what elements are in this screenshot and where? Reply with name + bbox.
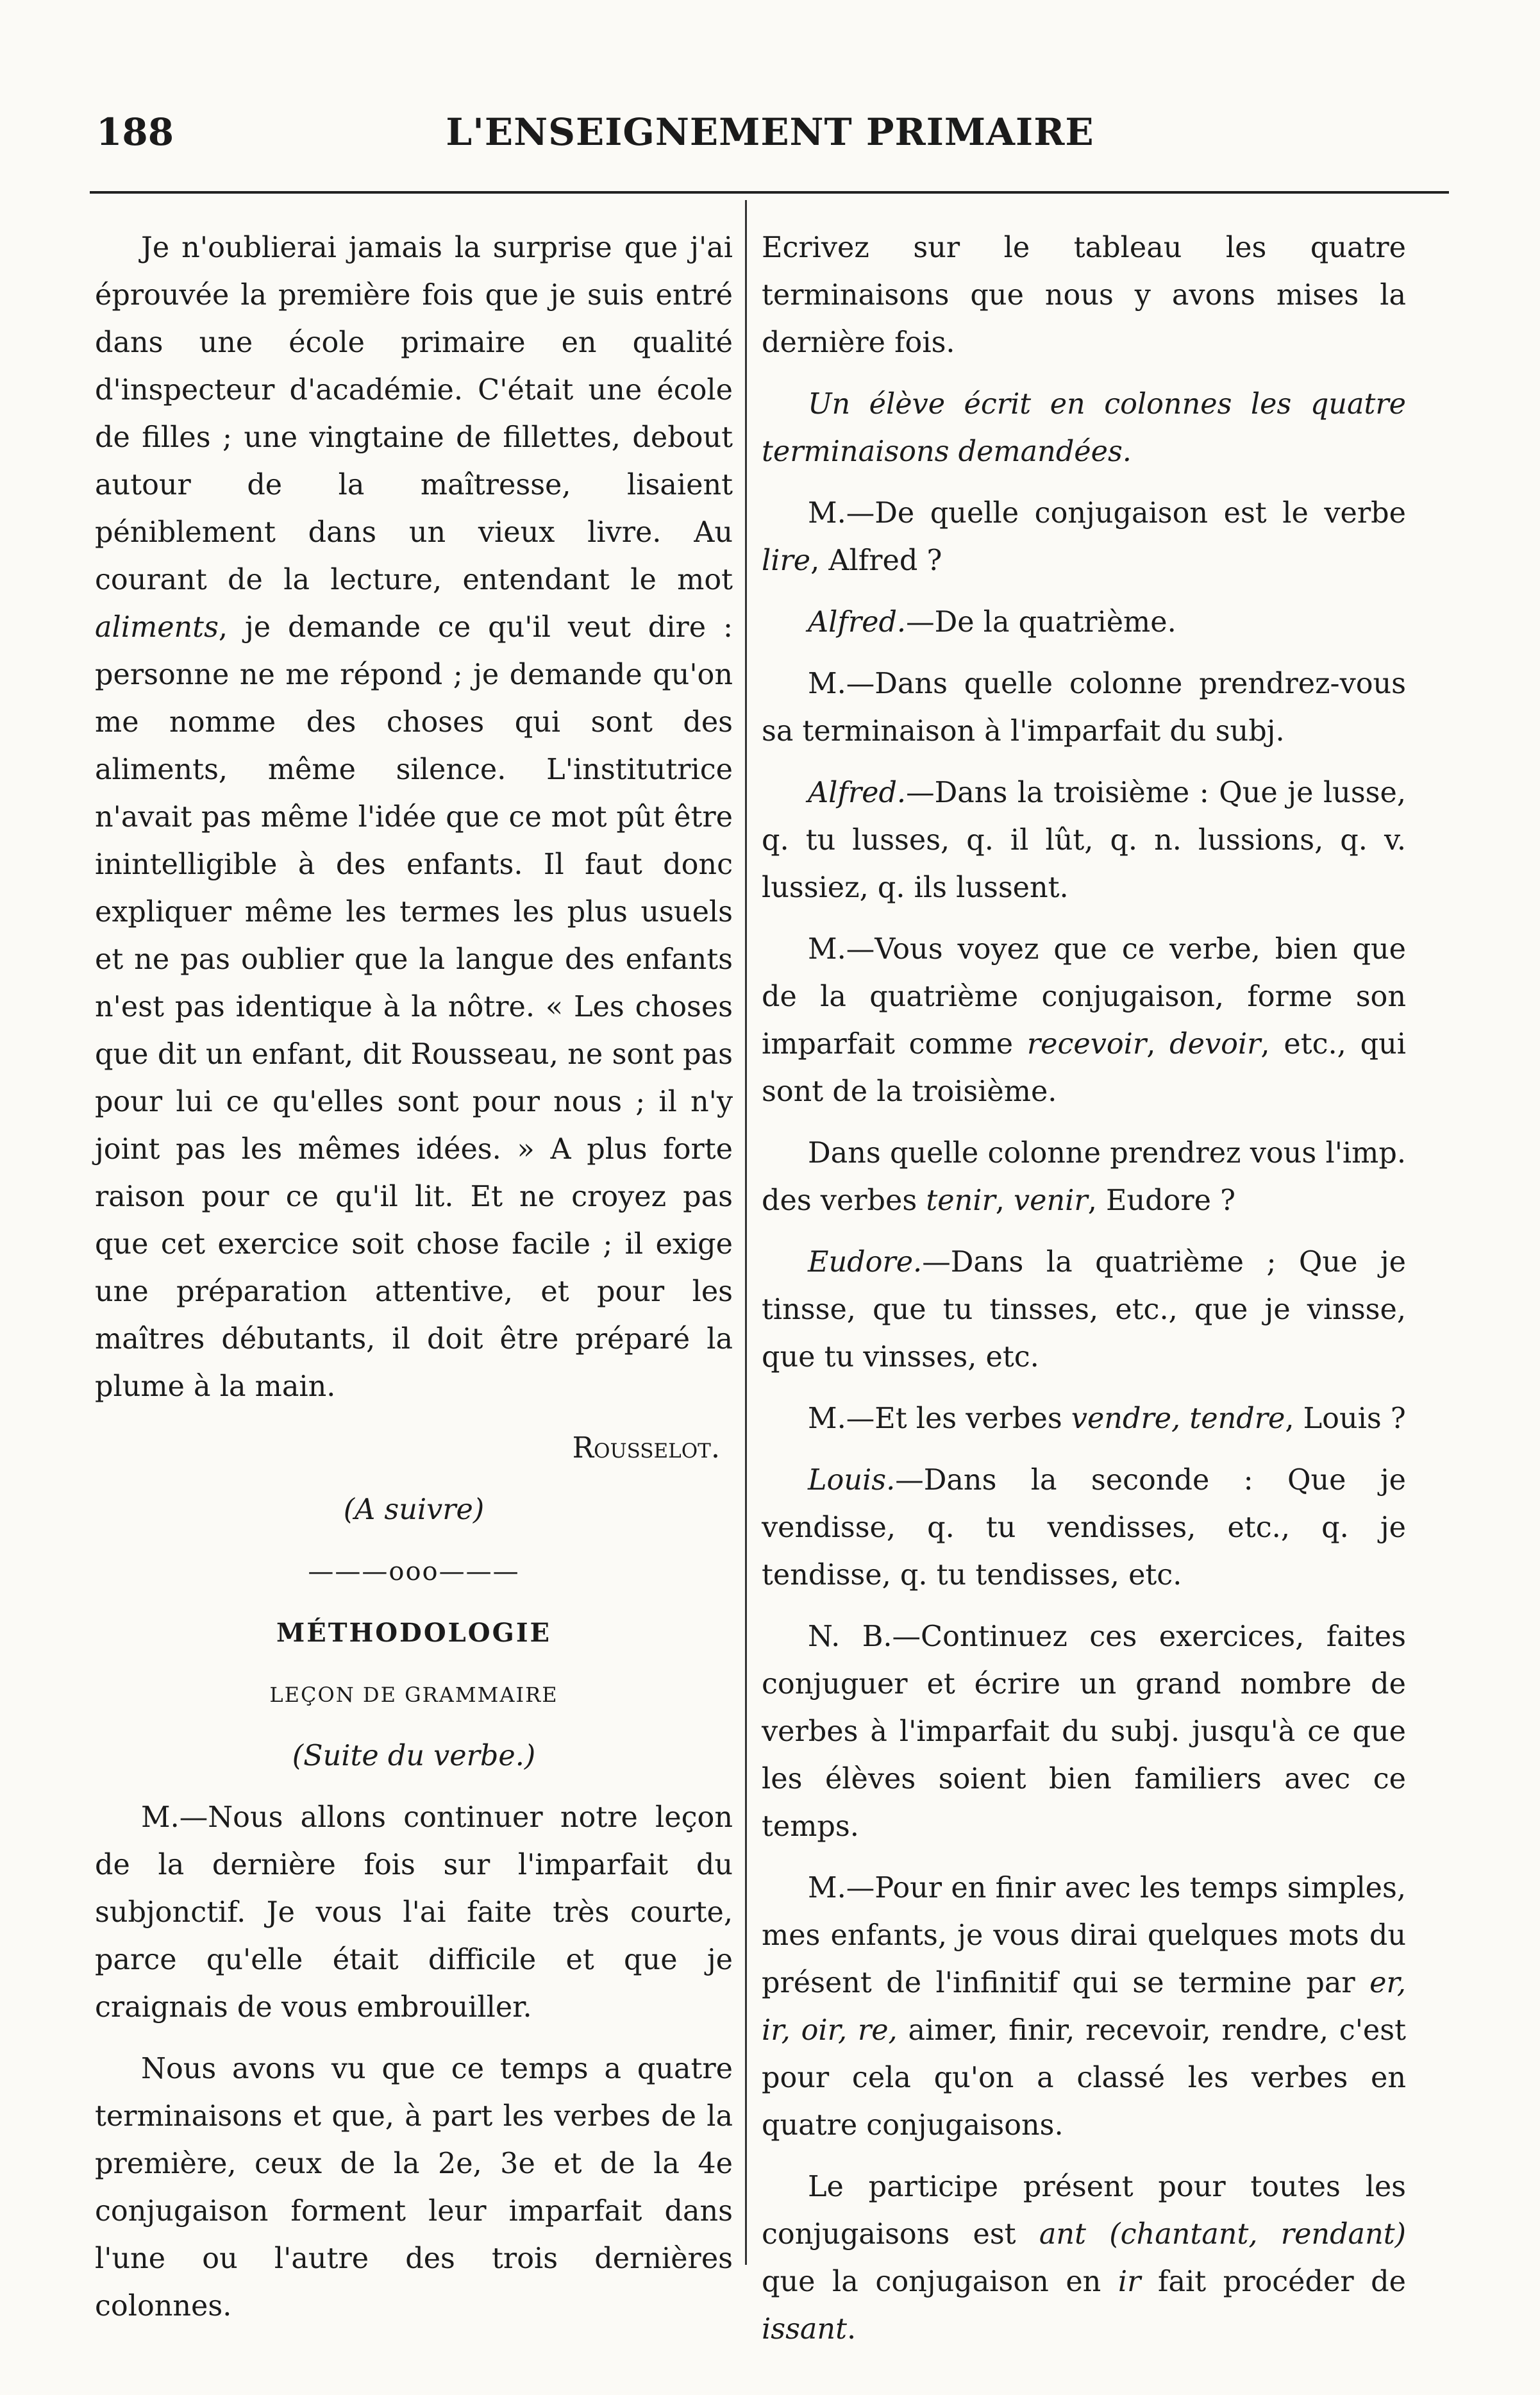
section-title: MÉTHODOLOGIE (276, 1618, 552, 1648)
paragraph: M.—Nous allons continuer notre leçon de la dernière fois sur l'imparfait du subjonctif. Je vous l'ai faite très courte, parce qu'elle était difficile et que je craignais de vous embrouiller. (95, 1801, 733, 2024)
dialogue-line: Louis.—Dans la seconde : Que je vendisse, q. tu vendisses, etc., q. je tendisse, q. tu tendisses, etc. (762, 1464, 1406, 1592)
running-title: L'ENSEIGNEMENT PRIMAIRE (446, 110, 1094, 154)
header-rule (90, 191, 1449, 194)
page-header (0, 96, 1540, 173)
right-column (762, 224, 1406, 2367)
lesson-subtitle: (Suite du verbe.) (292, 1740, 536, 1772)
paragraph: M.—Pour en finir avec les temps simples, mes enfants, je vous dirai quelques mots du présent de l'infinitif qui se termine par er, ir, oir, re, aimer, finir, recevoir, rendre, c'est pour cela qu'on a classé les verbes en quatre conjugaisons. (762, 1872, 1406, 2142)
dialogue-line: Eudore.—Dans la quatrième ; Que je tinsse, que tu tinsses, etc., que je vinsse, que tu vinsses, etc. (762, 1246, 1406, 1374)
paragraph: Dans quelle colonne prendrez vous l'imp. des verbes tenir, venir, Eudore ? (762, 1137, 1406, 1217)
paragraph: Ecrivez sur le tableau les quatre terminaisons que nous y avons mises la dernière fois. (762, 231, 1406, 359)
to-be-continued: (A suivre) (343, 1493, 485, 1526)
paragraph: Je n'oublierai jamais la surprise que j'ai éprouvée la première fois que je suis entré dans une école primaire en qualité d'inspecteur d'académie. C'était une école de filles ; une vingtaine de fillettes, debout autour de la maîtresse, lisaient péniblement dans un vieux livre. Au courant de la lecture, entendant le mot aliments, je demande ce qu'il veut dire : personne ne me répond ; je demande qu'on me nomme des choses qui sont des aliments, même silence. L'institutrice n'avait pas même l'idée que ce mot pût être inintelligible à des enfants. Il faut donc expliquer même les termes les plus usuels et ne pas oublier que la langue des enfants n'est pas identique à la nôtre. « Les choses que dit un enfant, dit Rousseau, ne sont pas pour lui ce qu'elles sont pour nous ; il n'y joint pas les mêmes idées. » A plus forte raison pour ce qu'il lit. Et ne croyez pas que cet exercice soit chose facile ; il exige une préparation attentive, et pour les maîtres débutants, il doit être préparé la plume à la main. (95, 231, 733, 1403)
paragraph: Le participe présent pour toutes les conjugaisons est ant (chantant, rendant) que la conjugaison en ir fait procéder de issant. (762, 2171, 1407, 2346)
signature: Rousselot. (572, 1432, 720, 1465)
dialogue-line: Alfred.—De la quatrième. (808, 606, 1176, 639)
paragraph: M.—Dans quelle colonne prendrez-vous sa terminaison à l'imparfait du subj. (762, 668, 1406, 748)
dialogue-line: Alfred.—Dans la troisième : Que je lusse, q. tu lusses, q. il lût, q. n. lussions, q. v. lussiez, q. ils lussent. (762, 777, 1406, 904)
lesson-title: LEÇON DE GRAMMAIRE (269, 1683, 558, 1707)
separator: ———ooo——— (308, 1557, 520, 1586)
left-column (95, 224, 733, 2344)
paragraph: N. B.—Continuez ces exercices, faites conjuguer et écrire un grand nombre de verbes à l'imparfait du subj. jusqu'à ce que les élèves soient bien familiers avec ce temps. (762, 1620, 1406, 1843)
page-number: 188 (96, 110, 174, 154)
column-divider (745, 200, 747, 2265)
paragraph: M.—Et les verbes vendre, tendre, Louis ? (808, 1402, 1406, 1435)
paragraph: Nous avons vu que ce temps a quatre terminaisons et que, à part les verbes de la première, ceux de la 2e, 3e et de la 4e conjugaison forment leur imparfait dans l'une ou l'autre des trois dernières colonnes. (95, 2053, 733, 2323)
stage-direction: Un élève écrit en colonnes les quatre terminaisons demandées. (762, 388, 1406, 468)
paragraph: M.—Vous voyez que ce verbe, bien que de la quatrième conjugaison, forme son imparfait comme recevoir, devoir, etc., qui sont de la troisième. (762, 933, 1406, 1108)
paragraph: M.—De quelle conjugaison est le verbe lire, Alfred ? (762, 497, 1406, 577)
